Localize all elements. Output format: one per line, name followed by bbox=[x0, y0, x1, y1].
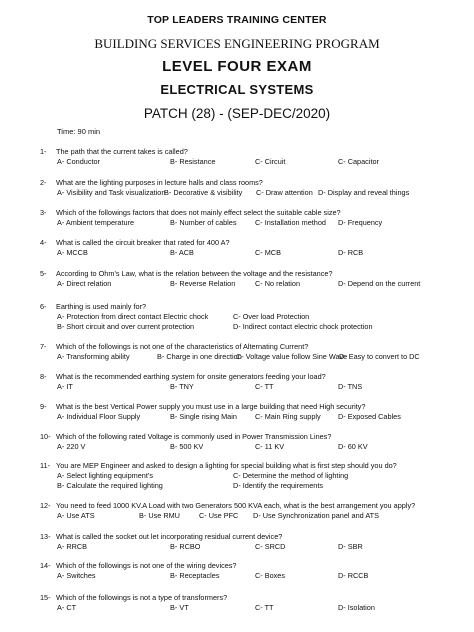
answer-option: B- 500 KV bbox=[170, 442, 204, 451]
question-text: Which of the followings factors that does not mainly effect select the suitable cable size? bbox=[56, 208, 341, 217]
options-row bbox=[0, 481, 474, 491]
answer-option: C- TT bbox=[255, 382, 274, 391]
question-1 bbox=[0, 147, 474, 167]
question-text: What is called the circuit breaker that rated for 400 A? bbox=[56, 238, 230, 247]
options-row bbox=[0, 542, 474, 552]
question-6 bbox=[0, 302, 474, 332]
answer-option: A- Transforming ability bbox=[57, 352, 130, 361]
question-7 bbox=[0, 342, 474, 362]
exam-time: Time: 90 min bbox=[57, 127, 101, 136]
training-center-title: TOP LEADERS TRAINING CENTER bbox=[147, 14, 327, 26]
options-row bbox=[0, 511, 474, 521]
options-row bbox=[0, 248, 474, 258]
question-text: Which of the following rated Voltage is commonly used in Power Transmission Lines? bbox=[56, 432, 332, 441]
question-number: 14- bbox=[40, 561, 51, 570]
answer-option: A- Direct relation bbox=[57, 279, 112, 288]
answer-option: D- TNS bbox=[338, 382, 363, 391]
answer-option: C- No relation bbox=[255, 279, 301, 288]
question-line bbox=[0, 178, 474, 188]
question-13 bbox=[0, 532, 474, 552]
question-text: What is the best Vertical Power supply you must use in a large building that need High security? bbox=[56, 402, 366, 411]
question-4 bbox=[0, 238, 474, 258]
answer-option: B- Receptacles bbox=[170, 571, 220, 580]
question-3 bbox=[0, 208, 474, 228]
question-line bbox=[0, 593, 474, 603]
answer-option: A- Select lighting equipment’s bbox=[57, 471, 153, 480]
answer-option: C- Installation method bbox=[255, 218, 326, 227]
question-number: 15- bbox=[40, 593, 51, 602]
question-8 bbox=[0, 372, 474, 392]
answer-option: B- Calculate the required lighting bbox=[57, 481, 163, 490]
answer-option: D- RCCB bbox=[338, 571, 369, 580]
question-text: You need to feed 1000 KV.A Load with two Generators 500 KVA each, what is the best arrangement you apply? bbox=[56, 501, 416, 510]
answer-option: A- Conductor bbox=[57, 157, 100, 166]
answer-option: D- Exposed Cables bbox=[338, 412, 401, 421]
answer-option: C- TT bbox=[255, 603, 274, 612]
question-line bbox=[0, 402, 474, 412]
options-row bbox=[0, 188, 474, 198]
answer-option: B- Charge in one direction bbox=[157, 352, 242, 361]
answer-option: A- Ambient temperature bbox=[57, 218, 135, 227]
question-line bbox=[0, 432, 474, 442]
question-text: Which of the followings is not one of the wiring devices? bbox=[56, 561, 237, 570]
options-row bbox=[0, 279, 474, 289]
question-number: 5- bbox=[40, 269, 47, 278]
answer-option: C- SRCD bbox=[255, 542, 286, 551]
answer-option: D- Isolation bbox=[338, 603, 375, 612]
question-number: 6- bbox=[40, 302, 47, 311]
question-text: What is the recommended earthing system for onsite generators feeding your load? bbox=[56, 372, 326, 381]
question-line bbox=[0, 372, 474, 382]
options-row bbox=[0, 382, 474, 392]
options-row bbox=[0, 603, 474, 613]
question-line bbox=[0, 269, 474, 279]
answer-option: B- TNY bbox=[170, 382, 194, 391]
program-title: BUILDING SERVICES ENGINEERING PROGRAM bbox=[94, 36, 380, 51]
question-line bbox=[0, 302, 474, 312]
question-9 bbox=[0, 402, 474, 422]
answer-option: C- Capacitor bbox=[338, 157, 379, 166]
answer-option: D- SBR bbox=[338, 542, 363, 551]
question-10 bbox=[0, 432, 474, 452]
options-row bbox=[0, 312, 474, 322]
answer-option: A- CT bbox=[57, 603, 77, 612]
question-line bbox=[0, 532, 474, 542]
question-number: 10- bbox=[40, 432, 51, 441]
subject-title: ELECTRICAL SYSTEMS bbox=[160, 82, 314, 97]
answer-option: B- Use RMU bbox=[139, 511, 180, 520]
question-15 bbox=[0, 593, 474, 613]
answer-option: C- Circuit bbox=[255, 157, 286, 166]
question-line bbox=[0, 461, 474, 471]
answer-option: B- Decorative & visibility bbox=[164, 188, 243, 197]
question-text: What are the lighting purposes in lecture halls and class rooms? bbox=[56, 178, 263, 187]
options-row bbox=[0, 571, 474, 581]
answer-option: C- Use PFC bbox=[199, 511, 239, 520]
answer-option: D- 60 KV bbox=[338, 442, 368, 451]
options-row bbox=[0, 471, 474, 481]
question-2 bbox=[0, 178, 474, 198]
question-5 bbox=[0, 269, 474, 289]
question-number: 8- bbox=[40, 372, 47, 381]
answer-option: C- Main Ring supply bbox=[255, 412, 321, 421]
answer-option: B- ACB bbox=[170, 248, 194, 257]
question-number: 9- bbox=[40, 402, 47, 411]
answer-option: D- Indirect contact electric chock protection bbox=[233, 322, 373, 331]
question-line bbox=[0, 342, 474, 352]
answer-option: C- MCB bbox=[255, 248, 281, 257]
question-line bbox=[0, 147, 474, 157]
answer-option: A- Use ATS bbox=[57, 511, 95, 520]
question-number: 12- bbox=[40, 501, 51, 510]
question-text: What is called the socket out let incorporating residual current device? bbox=[56, 532, 283, 541]
answer-option: D- Identify the requirements bbox=[233, 481, 324, 490]
question-text: The path that the current takes is called? bbox=[56, 147, 188, 156]
answer-option: C- Determine the method of lighting bbox=[233, 471, 349, 480]
answer-option: D- RCB bbox=[338, 248, 364, 257]
answer-option: C- Over load Protection bbox=[233, 312, 310, 321]
patch-title: PATCH (28) - (SEP-DEC/2020) bbox=[143, 106, 331, 121]
answer-option: D- Display and reveal things bbox=[318, 188, 410, 197]
answer-option: D- Frequency bbox=[338, 218, 383, 227]
answer-option: B- Short circuit and over current protection bbox=[57, 322, 195, 331]
options-row bbox=[0, 322, 474, 332]
answer-option: A- RRCB bbox=[57, 542, 87, 551]
question-number: 2- bbox=[40, 178, 47, 187]
question-number: 7- bbox=[40, 342, 47, 351]
answer-option: B- RCBO bbox=[170, 542, 201, 551]
question-number: 4- bbox=[40, 238, 47, 247]
answer-option: A- MCCB bbox=[57, 248, 88, 257]
question-number: 13- bbox=[40, 532, 51, 541]
answer-option: B- VT bbox=[170, 603, 189, 612]
answer-option: A- Individual Floor Supply bbox=[57, 412, 141, 421]
question-number: 11- bbox=[40, 461, 51, 470]
question-text: Earthing is used mainly for? bbox=[56, 302, 147, 311]
answer-option: D- Use Synchronization panel and ATS bbox=[253, 511, 380, 520]
question-text: According to Ohm’s Law, what is the relation between the voltage and the resistance? bbox=[56, 269, 333, 278]
options-row bbox=[0, 352, 474, 362]
answer-option: B- Single rising Main bbox=[170, 412, 237, 421]
answer-option: D- Depend on the current bbox=[338, 279, 421, 288]
question-line bbox=[0, 208, 474, 218]
answer-option: C- Boxes bbox=[255, 571, 286, 580]
question-14 bbox=[0, 561, 474, 581]
question-11 bbox=[0, 461, 474, 491]
question-number: 1- bbox=[40, 147, 47, 156]
answer-option: A- Visibility and Task visualization bbox=[57, 188, 166, 197]
answer-option: A- IT bbox=[57, 382, 73, 391]
question-text: You are MEP Engineer and asked to design a lighting for special building what is first step should you do? bbox=[56, 461, 397, 470]
question-line bbox=[0, 501, 474, 511]
answer-option: A- 220 V bbox=[57, 442, 86, 451]
question-line bbox=[0, 561, 474, 571]
options-row bbox=[0, 412, 474, 422]
answer-option: D- Easy to convert to DC bbox=[339, 352, 420, 361]
answer-option: C- 11 KV bbox=[255, 442, 285, 451]
answer-option: C- Voltage value follow Sine Wave bbox=[236, 352, 348, 361]
options-row bbox=[0, 442, 474, 452]
question-text: Which of the followings is not a type of transformers? bbox=[56, 593, 228, 602]
answer-option: A- Protection from direct contact Electric chock bbox=[57, 312, 209, 321]
answer-option: B- Reverse Relation bbox=[170, 279, 236, 288]
exam-title: LEVEL FOUR EXAM bbox=[162, 58, 312, 75]
answer-option: C- Draw attention bbox=[256, 188, 313, 197]
question-12 bbox=[0, 501, 474, 521]
answer-option: B- Resistance bbox=[170, 157, 216, 166]
question-text: Which of the followings is not one of the characteristics of Alternating Current? bbox=[56, 342, 309, 351]
question-number: 3- bbox=[40, 208, 47, 217]
question-line bbox=[0, 238, 474, 248]
answer-option: B- Number of cables bbox=[170, 218, 237, 227]
options-row bbox=[0, 157, 474, 167]
answer-option: A- Switches bbox=[57, 571, 96, 580]
options-row bbox=[0, 218, 474, 228]
